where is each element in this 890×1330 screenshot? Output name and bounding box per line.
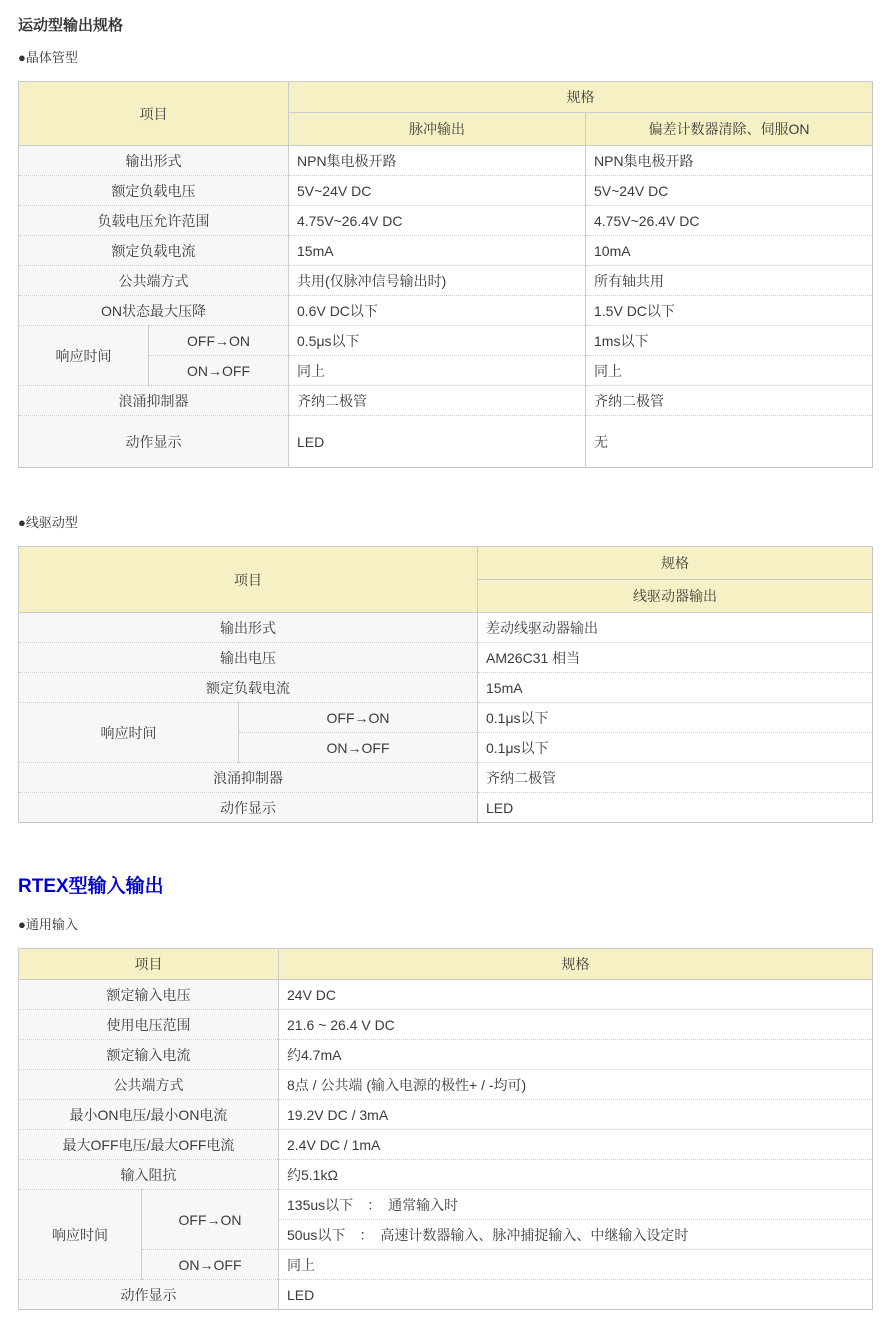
cell-value: 1.5V DC以下 (586, 296, 873, 326)
row-label: 额定负载电压 (19, 176, 289, 206)
row-label: 额定负载电流 (19, 673, 478, 703)
row-label: 动作显示 (19, 416, 289, 468)
row-label: 输出电压 (19, 643, 478, 673)
cell-value: 齐纳二极管 (289, 386, 586, 416)
cell-value: 齐纳二极管 (586, 386, 873, 416)
row-label-response-time: 响应时间 (19, 1190, 142, 1280)
row-label: 输出形式 (19, 613, 478, 643)
cell-value: 约4.7mA (279, 1040, 873, 1070)
cell-value: 19.2V DC / 3mA (279, 1100, 873, 1130)
row-label-response-time: 响应时间 (19, 703, 239, 763)
row-label: 负载电压允许范围 (19, 206, 289, 236)
cell-value: 5V~24V DC (289, 176, 586, 206)
header-pulse-output: 脉冲输出 (289, 113, 586, 146)
row-label: 最小ON电压/最小ON电流 (19, 1100, 279, 1130)
row-label: 浪涌抑制器 (19, 763, 478, 793)
row-label: 动作显示 (19, 1280, 279, 1310)
cell-value: 4.75V~26.4V DC (289, 206, 586, 236)
cell-value: 同上 (279, 1250, 873, 1280)
row-sublabel: ON→OFF (142, 1250, 279, 1280)
row-sublabel: OFF→ON (149, 326, 289, 356)
header-spec: 规格 (289, 82, 873, 113)
row-sublabel: ON→OFF (239, 733, 478, 763)
cell-value: 共用(仅脉冲信号输出时) (289, 266, 586, 296)
cell-value: LED (478, 793, 873, 823)
header-item: 项目 (19, 949, 279, 980)
cell-value: 约5.1kΩ (279, 1160, 873, 1190)
header-spec: 规格 (478, 547, 873, 580)
row-label: 输出形式 (19, 146, 289, 176)
cell-value: LED (279, 1280, 873, 1310)
row-label: 最大OFF电压/最大OFF电流 (19, 1130, 279, 1160)
cell-value: 135us以下 ： 通常输入时 (279, 1190, 873, 1220)
cell-value: 15mA (289, 236, 586, 266)
row-label: 使用电压范围 (19, 1010, 279, 1040)
cell-value: LED (289, 416, 586, 468)
row-label: 公共端方式 (19, 266, 289, 296)
row-label: 额定输入电压 (19, 980, 279, 1010)
cell-value: 差动线驱动器输出 (478, 613, 873, 643)
cell-value: 0.1μs以下 (478, 703, 873, 733)
section-title-rtex-io: RTEX型输入输出 (18, 876, 164, 897)
row-sublabel: OFF→ON (239, 703, 478, 733)
subsection-label-transistor: ●晶体管型 (18, 50, 78, 65)
cell-value: 齐纳二极管 (478, 763, 873, 793)
row-sublabel: OFF→ON (142, 1190, 279, 1250)
row-label: 动作显示 (19, 793, 478, 823)
section-title-motion-output: 运动型输出规格 (18, 17, 124, 34)
cell-value: 50us以下 ： 高速计数器输入、脉冲捕捉输入、中继输入设定时 (279, 1220, 873, 1250)
header-spec: 规格 (279, 949, 873, 980)
cell-value: NPN集电极开路 (586, 146, 873, 176)
row-label-response-time: 响应时间 (19, 326, 149, 386)
cell-value: 10mA (586, 236, 873, 266)
cell-value: 0.5μs以下 (289, 326, 586, 356)
cell-value: 2.4V DC / 1mA (279, 1130, 873, 1160)
row-label: 额定负载电流 (19, 236, 289, 266)
rtex-general-input-table (18, 948, 873, 1310)
row-label: 输入阻抗 (19, 1160, 279, 1190)
header-item: 项目 (19, 547, 478, 613)
subsection-label-linedriver: ●线驱动型 (18, 515, 78, 530)
header-linedriver-output: 线驱动器输出 (478, 580, 873, 613)
cell-value: 24V DC (279, 980, 873, 1010)
cell-value: 同上 (586, 356, 873, 386)
cell-value: 4.75V~26.4V DC (586, 206, 873, 236)
header-item: 项目 (19, 82, 289, 146)
row-label: 额定输入电流 (19, 1040, 279, 1070)
cell-value: 8点 / 公共端 (输入电源的极性+ / -均可) (279, 1070, 873, 1100)
cell-value: 5V~24V DC (586, 176, 873, 206)
row-label: ON状态最大压降 (19, 296, 289, 326)
cell-value: 0.1μs以下 (478, 733, 873, 763)
linedriver-spec-table (18, 546, 873, 823)
cell-value: 1ms以下 (586, 326, 873, 356)
transistor-spec-table (18, 81, 873, 468)
cell-value: 0.6V DC以下 (289, 296, 586, 326)
row-label: 公共端方式 (19, 1070, 279, 1100)
cell-value: 无 (586, 416, 873, 468)
cell-value: 21.6 ~ 26.4 V DC (279, 1010, 873, 1040)
cell-value: 同上 (289, 356, 586, 386)
row-label: 浪涌抑制器 (19, 386, 289, 416)
cell-value: NPN集电极开路 (289, 146, 586, 176)
header-deviation-counter: 偏差计数器清除、伺服ON (586, 113, 873, 146)
row-sublabel: ON→OFF (149, 356, 289, 386)
cell-value: 15mA (478, 673, 873, 703)
subsection-label-general-input: ●通用输入 (18, 917, 78, 932)
cell-value: AM26C31 相当 (478, 643, 873, 673)
cell-value: 所有轴共用 (586, 266, 873, 296)
